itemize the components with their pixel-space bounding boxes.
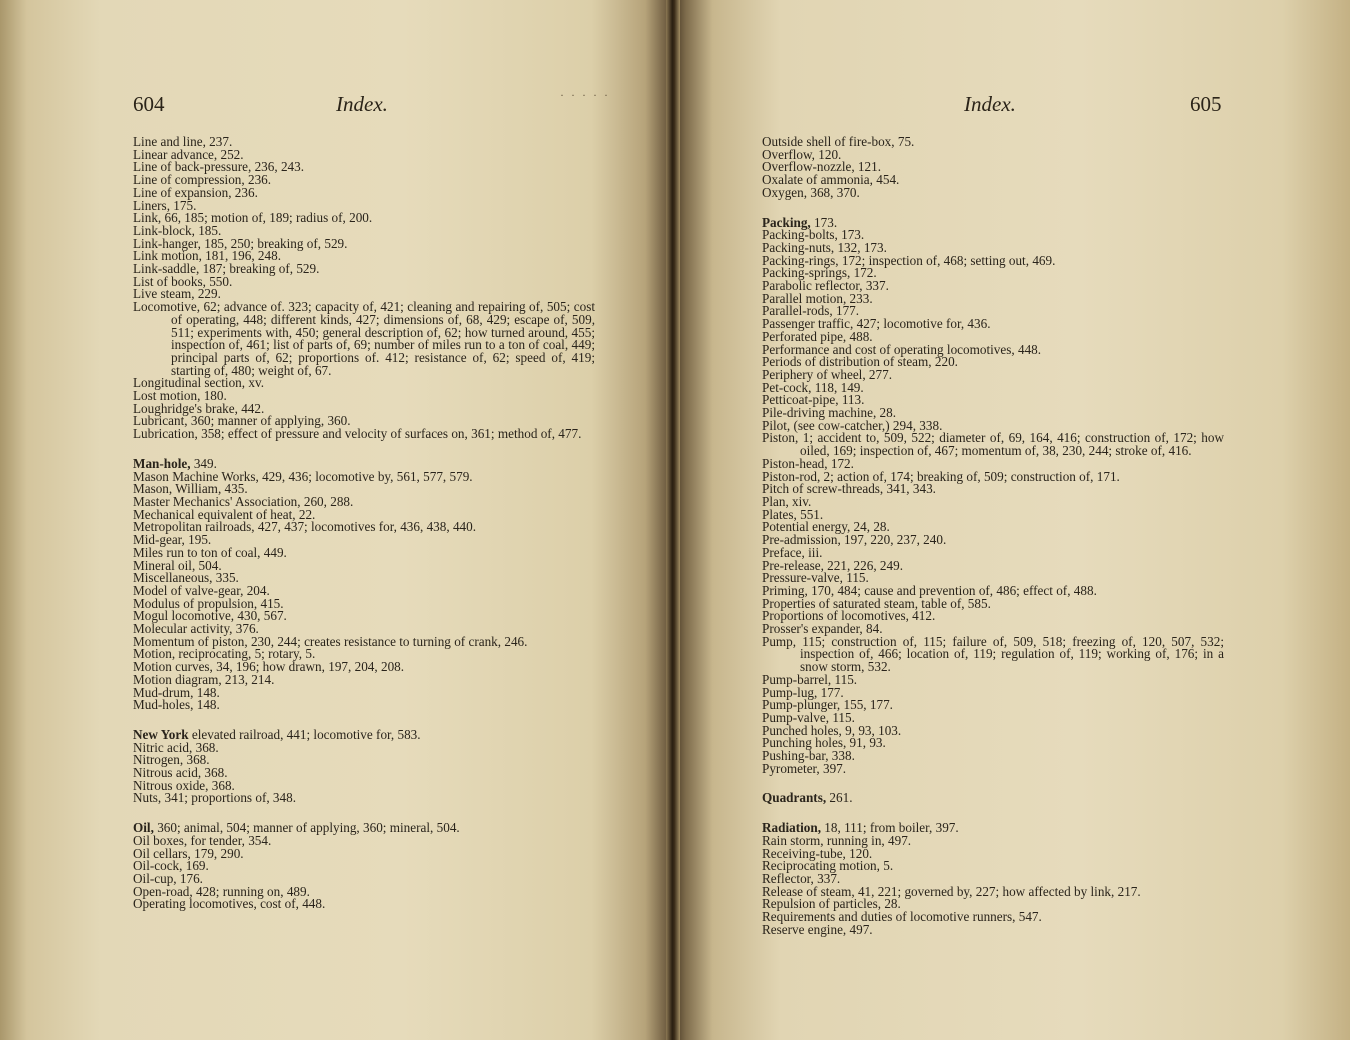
index-entry-text: Mud-drum, 148. bbox=[133, 684, 220, 700]
index-entry-text: Motion, reciprocating, 5; rotary, 5. bbox=[133, 646, 316, 662]
index-entry-text: Line and line, 237. bbox=[133, 134, 233, 149]
index-entry-text: Oil-cup, 176. bbox=[133, 870, 203, 886]
index-entry-heading: Man-hole, bbox=[133, 455, 191, 471]
index-entry-text: Oil-cock, 169. bbox=[133, 858, 209, 874]
index-entry-text: Packing-bolts, 173. bbox=[762, 227, 865, 243]
index-entry-text: Nitrous acid, 368. bbox=[133, 765, 228, 781]
index-entry-text: Petticoat-pipe, 113. bbox=[762, 392, 865, 408]
index-entry-text: Lost motion, 180. bbox=[133, 388, 227, 404]
left-page-smudge: · · · · · bbox=[560, 88, 610, 102]
index-entry-text: Oil cellars, 179, 290. bbox=[133, 845, 244, 861]
index-entry-text: Line of expansion, 236. bbox=[133, 184, 258, 200]
index-entry-text: Open-road, 428; running on, 489. bbox=[133, 883, 310, 899]
index-entry-text: 261. bbox=[826, 790, 853, 806]
index-entry-text: Nitrous oxide, 368. bbox=[133, 777, 235, 793]
index-entry bbox=[762, 493, 1224, 509]
index-entry-text: Periods of distribution of steam, 220. bbox=[762, 354, 958, 370]
index-entry-text: Pitch of screw-threads, 341, 343. bbox=[762, 481, 936, 497]
index-entry-text: Oxygen, 368, 370. bbox=[762, 184, 860, 200]
index-entry-text: Loughridge's brake, 442. bbox=[133, 400, 265, 416]
index-entry-text: Liners, 175. bbox=[133, 197, 197, 213]
index-entry-heading: Oil, bbox=[133, 820, 154, 836]
index-entry-text: Pre-release, 221, 226, 249. bbox=[762, 557, 903, 573]
index-entry-text: Model of valve-gear, 204. bbox=[133, 582, 270, 598]
index-entry-text: Pressure-valve, 115. bbox=[762, 570, 869, 586]
index-entry bbox=[762, 792, 1224, 805]
index-entry-text: Pre-admission, 197, 220, 237, 240. bbox=[762, 532, 947, 548]
index-entry-text: Parabolic reflector, 337. bbox=[762, 278, 889, 294]
index-entry bbox=[762, 483, 1224, 496]
right-page bbox=[672, 0, 1350, 1040]
index-entry-text: Packing-springs, 172. bbox=[762, 265, 877, 281]
index-entry-text: 360; animal, 504; manner of applying, 360; mineral, 504. bbox=[153, 820, 460, 836]
index-entry-text: Piston-rod, 2; action of, 174; breaking of, 509; construction of, 171. bbox=[762, 468, 1120, 484]
index-entry-text: Momentum of piston, 230, 244; creates resistance to turning of crank, 246. bbox=[133, 633, 528, 649]
index-entry-text: Line of compression, 236. bbox=[133, 172, 272, 188]
index-entry-text: Mogul locomotive, 430, 567. bbox=[133, 608, 287, 624]
index-entry bbox=[762, 633, 1224, 675]
index-entry bbox=[762, 760, 1224, 776]
left-running-head: Index. bbox=[336, 92, 388, 116]
index-entry-text: Line of back-pressure, 236, 243. bbox=[133, 159, 305, 175]
index-entry-text: Oil boxes, for tender, 354. bbox=[133, 832, 272, 848]
index-entry-text: 349. bbox=[190, 455, 217, 471]
index-entry-text: Perforated pipe, 488. bbox=[762, 328, 873, 344]
index-entry-text: Miles run to ton of coal, 449. bbox=[133, 544, 287, 560]
index-entry-text: Motion diagram, 213, 214. bbox=[133, 671, 275, 687]
index-entry-text: Metropolitan railroads, 427, 437; locomotives for, 436, 438, 440. bbox=[133, 519, 477, 535]
index-entry-text: Miscellaneous, 335. bbox=[133, 570, 239, 586]
left-page bbox=[0, 0, 672, 1040]
index-entry-text: Live steam, 229. bbox=[133, 286, 221, 302]
index-entry-text: Overflow-nozzle, 121. bbox=[762, 159, 882, 175]
index-entry-text: Priming, 170, 484; cause and prevention of, 486; effect of, 488. bbox=[762, 582, 1097, 598]
index-entry-text: Pump-plunger, 155, 177. bbox=[762, 697, 893, 713]
index-entry bbox=[133, 184, 595, 200]
index-entry-text: Requirements and duties of locomotive runners, 547. bbox=[762, 909, 1042, 925]
index-entry-text: 18, 111; from boiler, 397. bbox=[821, 820, 959, 836]
index-entry-text: Passenger traffic, 427; locomotive for, 436. bbox=[762, 316, 991, 332]
index-entry-text: Linear advance, 252. bbox=[133, 146, 244, 162]
index-entry-text: Nitric acid, 368. bbox=[133, 739, 219, 755]
index-entry-text: Receiving-tube, 120. bbox=[762, 845, 873, 861]
index-entry-text: Plan, xiv. bbox=[762, 493, 812, 509]
index-entry-text: Periphery of wheel, 277. bbox=[762, 366, 893, 382]
index-entry-text: Parallel-rods, 177. bbox=[762, 303, 860, 319]
index-entry-text: Mechanical equivalent of heat, 22. bbox=[133, 506, 316, 522]
index-entry-text: Pile-driving machine, 28. bbox=[762, 405, 897, 421]
index-entry bbox=[133, 301, 595, 377]
index-entry-text: Release of steam, 41, 221; governed by, 227; how affected by link, 217. bbox=[762, 883, 1141, 899]
index-entry-text: Pump-valve, 115. bbox=[762, 709, 855, 725]
index-entry-text: Potential energy, 24, 28. bbox=[762, 519, 890, 535]
index-entry-text: 173. bbox=[810, 214, 838, 230]
index-entry-text: Link-saddle, 187; breaking of, 529. bbox=[133, 261, 320, 277]
index-entry-text: Punching holes, 91, 93. bbox=[762, 735, 886, 751]
index-entry-text: Link motion, 181, 196, 248. bbox=[133, 248, 281, 264]
index-entry bbox=[762, 432, 1224, 457]
index-entry-text: Lubrication, 358; effect of pressure and velocity of surfaces on, 361; method of, 477. bbox=[133, 426, 582, 442]
index-entry-text: Parallel motion, 233. bbox=[762, 290, 873, 306]
index-entry-text: Performance and cost of operating locomotives, 448. bbox=[762, 341, 1042, 357]
index-entry-text: Reciprocating motion, 5. bbox=[762, 858, 894, 874]
left-index-entries bbox=[133, 136, 595, 911]
index-entry-text: Rain storm, running in, 497. bbox=[762, 832, 912, 848]
index-entry-text: Punched holes, 9, 93, 103. bbox=[762, 722, 902, 738]
index-entry-heading: Radiation, bbox=[762, 820, 821, 836]
right-running-head: Index. bbox=[964, 92, 1016, 116]
index-entry-text: Lubricant, 360; manner of applying, 360. bbox=[133, 413, 351, 429]
index-entry-text: Packing-nuts, 132, 173. bbox=[762, 239, 887, 255]
index-entry-heading: Packing, bbox=[762, 214, 811, 230]
index-entry-text: Master Mechanics' Association, 260, 288. bbox=[133, 493, 354, 509]
index-entry-text: Link-hanger, 185, 250; breaking of, 529. bbox=[133, 235, 348, 251]
index-entry-text: Pump-lug, 177. bbox=[762, 684, 844, 700]
index-entry-text: Pushing-bar, 338. bbox=[762, 748, 855, 764]
index-entry-heading: New York bbox=[133, 726, 189, 742]
index-entry-text: Packing-rings, 172; inspection of, 468; setting out, 469. bbox=[762, 252, 1056, 268]
index-entry-text: List of books, 550. bbox=[133, 273, 233, 289]
index-entry-text: Nuts, 341; proportions of, 348. bbox=[133, 790, 297, 806]
index-entry-text: Link, 66, 185; motion of, 189; radius of, 200. bbox=[133, 210, 373, 226]
index-entry-text: Properties of saturated steam, table of, 585. bbox=[762, 595, 991, 611]
index-entry-text: Mud-holes, 148. bbox=[133, 697, 220, 713]
index-entry-text: Pyrometer, 397. bbox=[762, 760, 847, 776]
index-entry-text: Mineral oil, 504. bbox=[133, 557, 222, 573]
index-entry-text: Mason Machine Works, 429, 436; locomotive by, 561, 577, 579. bbox=[133, 468, 473, 484]
index-entry-text: Proportions of locomotives, 412. bbox=[762, 608, 936, 624]
index-entry-text: Operating locomotives, cost of, 448. bbox=[133, 896, 326, 912]
index-entry-text: Piston, 1; accident to, 509, 522; diameter of, 69, 164, 416; construction of, 172; how oiled, 169; inspection of, 467; momentum of, 38, 230, 244; stroke of, 416. bbox=[762, 430, 1224, 459]
left-page-number: 604 bbox=[133, 92, 165, 116]
right-page-number: 605 bbox=[1190, 92, 1222, 116]
index-entry-heading: Quadrants, bbox=[762, 790, 827, 806]
index-entry-text: Molecular activity, 376. bbox=[133, 621, 259, 637]
index-entry-text: elevated railroad, 441; locomotive for, 583. bbox=[188, 726, 421, 742]
index-entry-text: Pump, 115; construction of, 115; failure of, 509, 518; freezing of, 120, 507, 532; inspection of, 466; location of, 119; regulation of, 119; working of, 176; in a snow storm, 532. bbox=[762, 633, 1224, 675]
index-entry-text: Mid-gear, 195. bbox=[133, 532, 212, 548]
index-entry-text: Reserve engine, 497. bbox=[762, 921, 873, 937]
index-entry-text: Plates, 551. bbox=[762, 506, 824, 522]
index-entry-text: Pump-barrel, 115. bbox=[762, 671, 858, 687]
index-entry-text: Oxalate of ammonia, 454. bbox=[762, 172, 900, 188]
index-entry-text: Pet-cock, 118, 149. bbox=[762, 379, 864, 395]
index-entry bbox=[133, 898, 595, 911]
index-entry-text: Motion curves, 34, 196; how drawn, 197, 204, 208. bbox=[133, 659, 405, 675]
index-entry-text: Outside shell of fire-box, 75. bbox=[762, 134, 915, 149]
index-entry-text: Prosser's expander, 84. bbox=[762, 621, 883, 637]
index-entry-text: Repulsion of particles, 28. bbox=[762, 896, 901, 912]
index-entry-text: Longitudinal section, xv. bbox=[133, 375, 264, 391]
index-entry bbox=[133, 699, 595, 712]
index-entry bbox=[762, 184, 1224, 200]
index-entry-text: Nitrogen, 368. bbox=[133, 752, 210, 768]
index-entry bbox=[133, 792, 595, 805]
index-entry-text: Reflector, 337. bbox=[762, 870, 841, 886]
index-entry-text: Modulus of propulsion, 415. bbox=[133, 595, 284, 611]
index-entry-text: Pilot, (see cow-catcher,) 294, 338. bbox=[762, 417, 943, 433]
index-entry-text: Locomotive, 62; advance of. 323; capacity of, 421; cleaning and repairing of, 505; cost of operating, 448; different kinds, 427; dimensions of, 68, 429; escape of, 509, 511; experiments with, 450; general description of, 62; how turned around, 455; inspection of, 461; list of parts of, 69; number of miles run to a ton of coal, 449; principal parts of, 62; proportions of. 412; resistance of, 62; speed of, 419; starting of, 480; weight of, 67. bbox=[133, 299, 595, 378]
index-entry bbox=[133, 428, 595, 441]
index-entry bbox=[762, 921, 1224, 937]
index-entry-text: Preface, iii. bbox=[762, 544, 823, 560]
index-entry bbox=[762, 534, 1224, 547]
right-index-entries bbox=[762, 136, 1224, 936]
index-entry-text: Overflow, 120. bbox=[762, 146, 842, 162]
index-entry-text: Link-block, 185. bbox=[133, 222, 222, 238]
index-entry-text: Mason, William, 435. bbox=[133, 481, 248, 497]
book-gutter bbox=[666, 0, 680, 1040]
index-entry-text: Piston-head, 172. bbox=[762, 455, 854, 471]
